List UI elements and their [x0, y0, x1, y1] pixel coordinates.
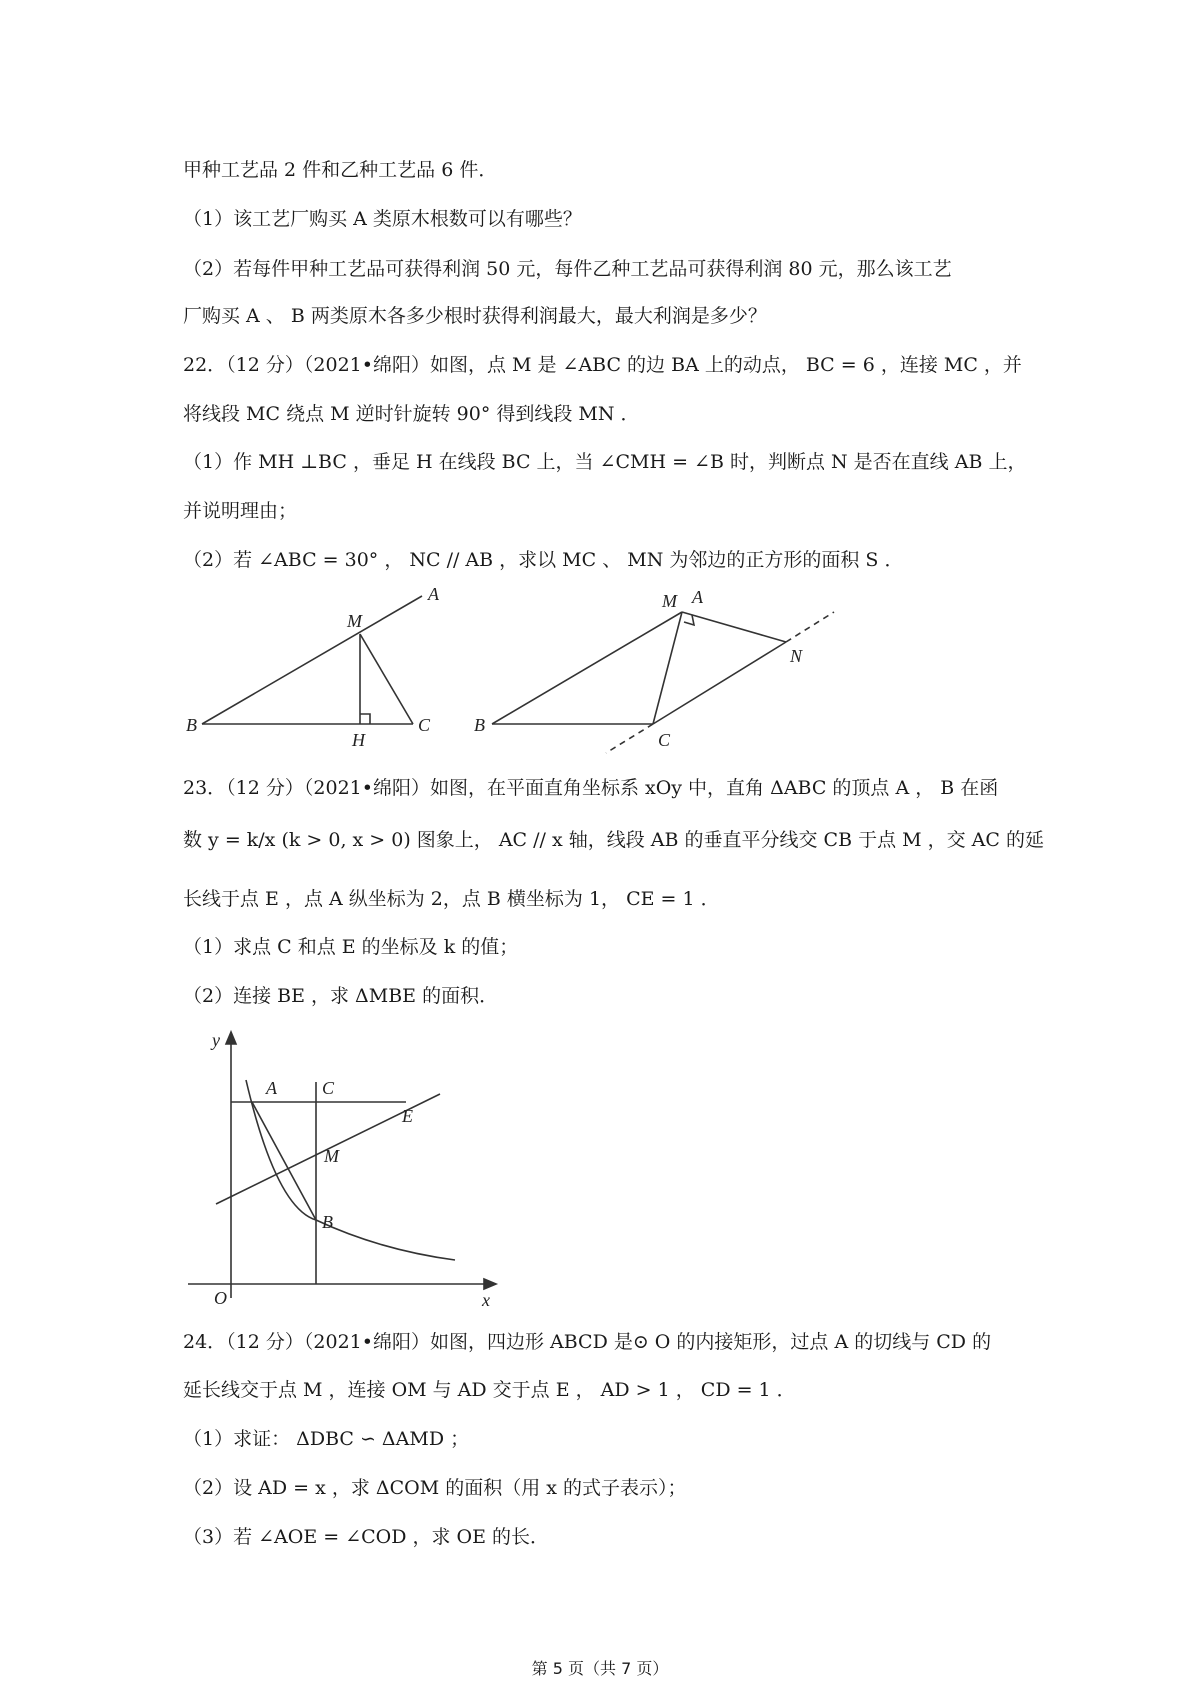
label-C: C [322, 1078, 335, 1098]
text-line: 长线于点 E ，点 A 纵坐标为 2，点 B 横坐标为 1， CE = 1 ． [183, 888, 720, 910]
segment-BA [202, 596, 422, 724]
text-line: （2）若 ∠ABC = 30° ， NC // AB ，求以 MC 、 MN 为邻边的正方形的面积 S ． [183, 549, 904, 571]
segment-MN [682, 612, 786, 642]
text-line: 延长线交于点 M ，连接 OM 与 AD 交于点 E ， AD > 1 ， CD = 1 ． [183, 1379, 796, 1401]
label-O: O [214, 1288, 227, 1308]
question-23-heading: 23．（12 分）（2021•绵阳）如图，在平面直角坐标系 xOy 中，直角 ΔABC 的顶点 A ， B 在函 [183, 777, 999, 799]
figure-q23 [180, 1028, 510, 1320]
label-B: B [474, 715, 485, 735]
y-axis-arrow [226, 1032, 236, 1044]
figure-q22-2 [470, 578, 850, 760]
text-line: （2）若每件甲种工艺品可获得利润 50 元，每件乙种工艺品可获得利润 80 元，那么该工艺 [183, 258, 952, 280]
segment-CN [653, 642, 786, 724]
x-axis-arrow [484, 1279, 496, 1289]
label-M: M [324, 1146, 339, 1166]
text-line: （1）求证： ΔDBC ∽ ΔAMD ； [183, 1428, 470, 1450]
text-line: （3）若 ∠AOE = ∠COD ，求 OE 的长． [183, 1526, 550, 1548]
question-22-heading: 22．（12 分）（2021•绵阳）如图，点 M 是 ∠ABC 的边 BA 上的动点， BC = 6 ，连接 MC ，并 [183, 354, 1022, 376]
label-C: C [418, 715, 431, 735]
label-A: A [266, 1078, 277, 1098]
dashed-line-upper [786, 612, 834, 642]
right-angle-mark [360, 714, 370, 724]
label-y: y [212, 1030, 220, 1050]
page-footer: 第 5 页（共 7 页） [531, 1659, 669, 1678]
label-M: M [662, 591, 677, 611]
figure-q22-1 [180, 578, 460, 750]
right-angle-mark [684, 615, 694, 625]
segment-MC [360, 634, 413, 724]
segment-BA [492, 612, 682, 724]
text-line: （1）求点 C 和点 E 的坐标及 k 的值； [183, 936, 519, 958]
text-line: （2）设 AD = x ，求 ΔCOM 的面积（用 x 的式子表示）； [183, 1477, 687, 1499]
label-B: B [322, 1212, 333, 1232]
text-line: 数 y = k/x (k > 0, x > 0) 图象上， AC // x 轴，线段 AB 的垂直平分线交 CB 于点 M ，交 AC 的延 [183, 829, 1044, 851]
label-A: A [692, 587, 703, 607]
text-line: 将线段 MC 绕点 M 逆时针旋转 90° 得到线段 MN ． [183, 403, 640, 425]
label-H: H [352, 730, 365, 750]
dashed-line-lower [606, 724, 653, 753]
label-B: B [186, 715, 197, 735]
label-x: x [482, 1290, 490, 1310]
label-N: N [790, 646, 803, 666]
label-M: M [347, 611, 362, 631]
question-24-heading: 24．（12 分）（2021•绵阳）如图，四边形 ABCD 是⊙ O 的内接矩形，过点 A 的切线与 CD 的 [183, 1331, 992, 1353]
text-line: 甲种工艺品 2 件和乙种工艺品 6 件． [183, 159, 498, 181]
text-line: 并说明理由； [183, 500, 298, 522]
label-A: A [428, 584, 439, 604]
label-E: E [402, 1106, 413, 1126]
segment-MC [653, 612, 682, 724]
segment-AB [252, 1102, 316, 1220]
text-line: （1）该工艺厂购买 A 类原木根数可以有哪些？ [183, 208, 582, 230]
label-C: C [658, 730, 671, 750]
text-line: 厂购买 A 、 B 两类原木各多少根时获得利润最大，最大利润是多少？ [183, 305, 767, 327]
text-line: （2）连接 BE ，求 ΔMBE 的面积． [183, 985, 499, 1007]
hyperbola-curve [246, 1080, 455, 1260]
text-line: （1）作 MH ⊥BC ，垂足 H 在线段 BC 上，当 ∠CMH = ∠B 时，判断点 N 是否在直线 AB 上， [183, 451, 1027, 473]
